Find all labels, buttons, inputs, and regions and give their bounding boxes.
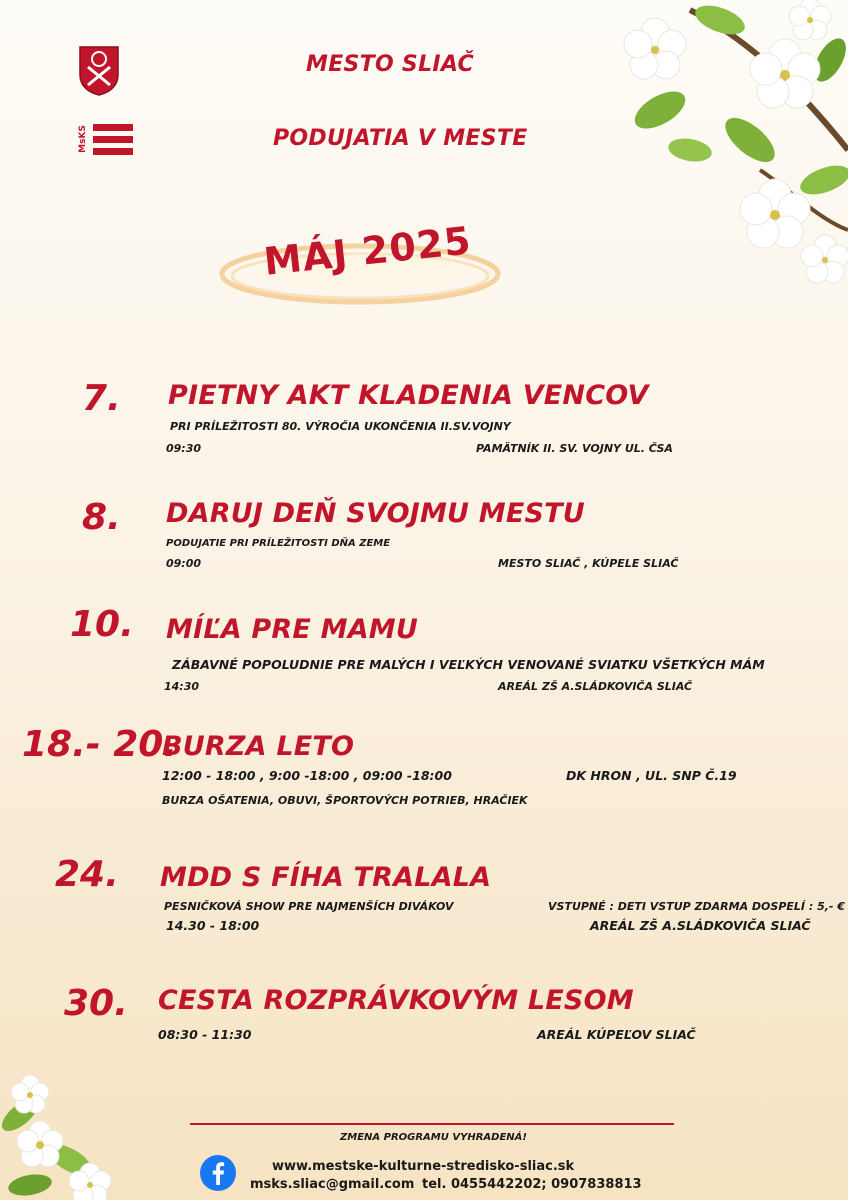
- event-place: AREÁL KÚPEĽOV SLIAČ: [537, 1027, 696, 1042]
- event-description: PODUJATIE PRI PRÍLEŽITOSTI DŇA ZEME: [166, 538, 391, 549]
- event-day: 24.: [55, 854, 119, 895]
- event-place: AREÁL ZŠ A.SLÁDKOVIČA SLIAČ: [498, 680, 693, 693]
- phone-number: tel. 0455442202; 0907838813: [422, 1177, 642, 1192]
- event-time: 14:30: [164, 680, 200, 693]
- event-place: DK HRON , UL. SNP Č.19: [566, 768, 737, 783]
- town-title: MESTO SLIAČ: [306, 52, 474, 77]
- event-day: 30.: [64, 983, 128, 1024]
- event-title: MÍĽA PRE MAMU: [166, 614, 418, 645]
- email-link[interactable]: msks.sliac@gmail.com: [250, 1177, 415, 1192]
- event-time: 09:30: [166, 442, 202, 455]
- event-description: ZÁBAVNÉ POPOLUDNIE PRE MALÝCH I VEĽKÝCH VENOVANÉ SVIATKU VŠETKÝCH MÁM: [172, 657, 765, 672]
- event-description: BURZA OŠATENIA, OBUVI, ŠPORTOVÝCH POTRIEB, HRAČIEK: [162, 794, 528, 807]
- month-heading: MÁJ 2025: [261, 218, 474, 284]
- event-place: AREÁL ZŠ A.SLÁDKOVIČA SLIAČ: [590, 918, 811, 933]
- event-description: PESNIČKOVÁ SHOW PRE NAJMENŠÍCH DIVÁKOV: [164, 900, 454, 913]
- msks-logo-icon: [75, 122, 135, 158]
- event-time: 12:00 - 18:00 , 9:00 -18:00 , 09:00 -18:00: [162, 768, 452, 783]
- page-subtitle: PODUJATIA V MESTE: [273, 126, 528, 151]
- event-title: CESTA ROZPRÁVKOVÝM LESOM: [158, 985, 634, 1016]
- event-title: DARUJ DEŇ SVOJMU MESTU: [166, 498, 585, 529]
- event-title: MDD S FÍHA TRALALA: [160, 862, 492, 893]
- flower-branch-top-right: [600, 0, 848, 300]
- event-entry: VSTUPNÉ : DETI VSTUP ZDARMA DOSPELÍ : 5,- €: [548, 900, 845, 913]
- event-day: 8.: [82, 497, 121, 538]
- footer-divider: [190, 1123, 674, 1125]
- website-link[interactable]: www.mestske-kulturne-stredisko-sliac.sk: [272, 1159, 575, 1174]
- event-day: 18.- 20.: [22, 724, 178, 765]
- event-day: 10.: [70, 604, 134, 645]
- event-time: 08:30 - 11:30: [158, 1027, 252, 1042]
- event-place: MESTO SLIAČ , KÚPELE SLIAČ: [498, 557, 679, 570]
- event-description: PRI PRÍLEŽITOSTI 80. VÝROČIA UKONČENIA II.SV.VOJNY: [170, 420, 511, 433]
- facebook-icon[interactable]: [200, 1155, 236, 1191]
- event-day: 7.: [82, 378, 121, 419]
- event-time: 14.30 - 18:00: [166, 918, 260, 933]
- program-change-notice: ZMENA PROGRAMU VYHRADENÁ!: [340, 1132, 527, 1143]
- event-place: PAMÄTNÍK II. SV. VOJNY UL. ČSA: [476, 442, 673, 455]
- msks-logo-text: MsKS: [77, 125, 88, 153]
- event-time: 09:00: [166, 557, 202, 570]
- event-title: PIETNY AKT KLADENIA VENCOV: [168, 380, 649, 411]
- coat-of-arms-icon: [78, 45, 120, 97]
- event-title: BURZA LETO: [162, 731, 355, 762]
- flower-branch-bottom-left: [0, 1075, 120, 1200]
